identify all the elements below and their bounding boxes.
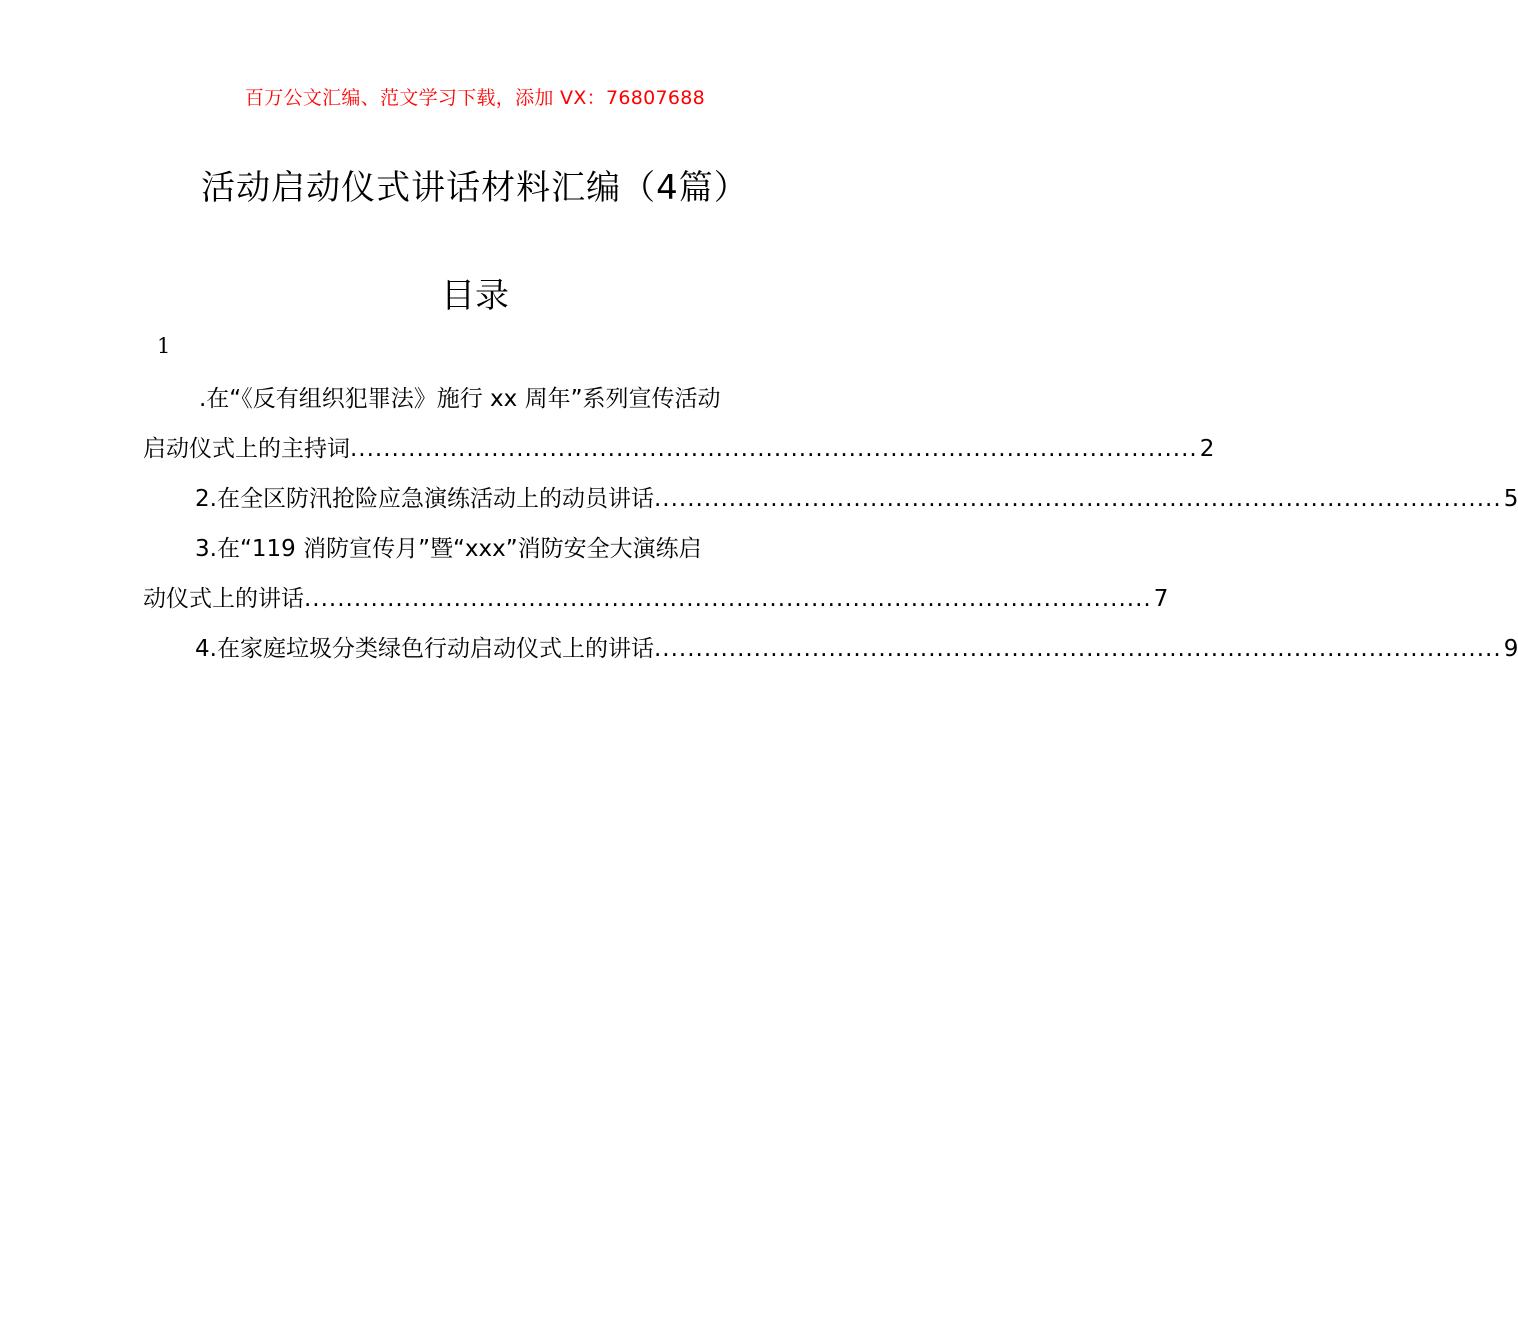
toc-item-1-page: 2 (1199, 436, 1215, 462)
toc-item-4-page: 9 (1503, 636, 1518, 662)
toc-item-1-label: 启动仪式上的主持词 (143, 436, 350, 462)
toc-item-3-line-1[interactable]: 3.在“119 消防宣传月”暨“xxx”消防安全大演练启 (195, 536, 702, 562)
document-title: 活动启动仪式讲话材料汇编（4篇） (201, 168, 749, 208)
toc-item-1-line-1[interactable]: .在“《反有组织犯罪法》施行 xx 周年”系列宣传活动 (199, 386, 721, 412)
toc-item-4[interactable] (143, 624, 1518, 674)
toc-leader-dots: ...................................................................................................... (304, 586, 1152, 612)
toc-leader-dots: ...................................................................................................... (653, 486, 1502, 512)
toc-item-2-label: 2.在全区防汛抢险应急演练活动上的动员讲话 (195, 486, 654, 512)
toc-item-2-page: 5 (1503, 486, 1518, 512)
toc-heading: 目录 (441, 276, 509, 316)
toc-list-marker: 1 (157, 334, 171, 358)
table-of-contents (143, 374, 1518, 674)
toc-item-1-line-2[interactable] (143, 424, 1215, 474)
toc-item-3-label: 动仪式上的讲话 (143, 586, 304, 612)
toc-leader-dots: ...................................................................................................... (653, 636, 1502, 662)
toc-item-3-page: 7 (1153, 586, 1169, 612)
toc-item-3-line-2[interactable] (143, 574, 1169, 624)
toc-item-2[interactable] (143, 474, 1518, 524)
toc-leader-dots: ...................................................................................................... (350, 436, 1198, 462)
header-promo-note: 百万公文汇编、范文学习下载，添加 VX：76807688 (244, 87, 706, 109)
toc-item-4-label: 4.在家庭垃圾分类绿色行动启动仪式上的讲话 (195, 636, 654, 662)
